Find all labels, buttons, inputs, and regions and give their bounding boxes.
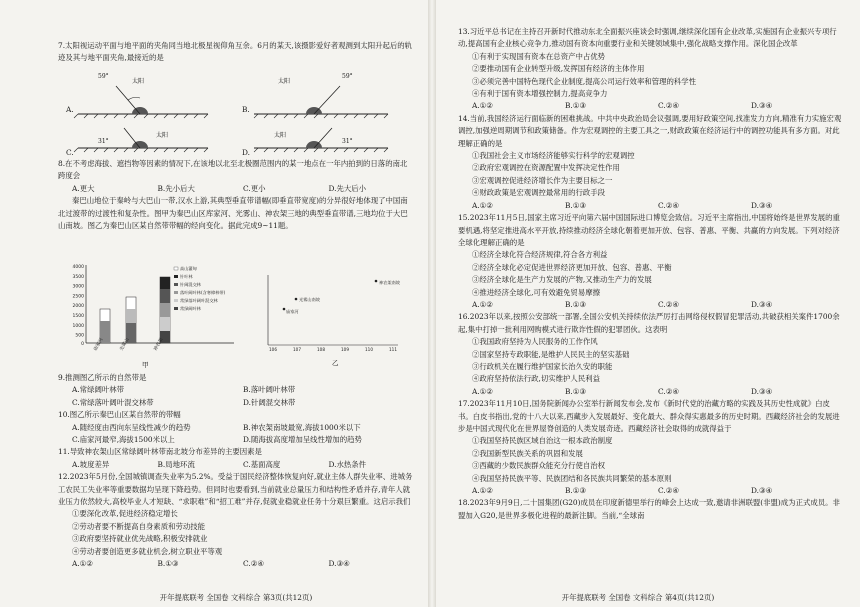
jia-ytick-4: 2000 xyxy=(72,304,84,310)
q11-option-c: C.基面高度 xyxy=(243,459,281,469)
q7-angle-b: 59° xyxy=(342,73,353,80)
q12-item-1: ①要深化改革,促进经济稳定增长 xyxy=(72,509,178,519)
left-page-footer: 开年提底联考 全国卷 文科综合 第3页(共12页) xyxy=(159,593,313,602)
left-page xyxy=(6,0,422,607)
q8-option-b: B.先小后大 xyxy=(157,183,195,193)
page-fold xyxy=(428,0,436,607)
q12-stem: 12.2023年5月份,全国城镇调查失业率为5.2%。受益于国民经济整体恢复向好,就业主体人群失业率、进城务工农民工失业率等重要数据均呈现下降趋势。但同时也要看到,当前就业总量压力和结构性矛盾并存,青年人就业压力依然较大,高校毕业人才短缺、“求职难”和“招工难”并存,促就业稳就业任务十分艰巨繁重。这启示我们 xyxy=(58,472,413,507)
q9-option-d: D.针阔混交林带 xyxy=(243,397,296,407)
legend-2: 针阔混交林 xyxy=(180,282,201,287)
q7-stem: 7.太阳视运动平面与地平面的夹角同当地北极星视仰角互余。6月的某天,该摄影爱好者观测到太阳升起后的轨迹及其与地平面夹角,最接近的是 xyxy=(58,41,413,63)
yi-point-guangwushan xyxy=(295,298,298,301)
q15-option-d: D.③④ xyxy=(751,299,773,309)
yi-xtick-2: 108 xyxy=(317,347,325,352)
q7-angle-d: 31° xyxy=(342,138,353,145)
q17-option-c: C.②④ xyxy=(658,486,679,496)
q7-option-b-diagram xyxy=(254,86,388,118)
q13-item-2: ②要推动国有企业转型升级,发挥国有经济的主体作用 xyxy=(472,64,645,74)
q14-option-a: A.①② xyxy=(472,200,493,210)
q7-option-d: D. xyxy=(242,148,251,157)
q16-item-2: ②国家坚持专政职能,是维护人民民主的坚实基础 xyxy=(472,349,630,359)
q15-item-2: ②经济全球化必定促进世界经济更加开放、包容、普惠、平衡 xyxy=(472,262,672,272)
q12-option-a: A.①② xyxy=(72,559,93,569)
legend-1: 针叶林 xyxy=(180,274,193,279)
q13-option-b: B.①③ xyxy=(565,101,587,111)
q17-item-4: ④我国坚持民族平等、民族团结和各民族共同繁荣的基本原则 xyxy=(472,473,672,483)
q10-stem: 10.图乙所示秦巴山区某自然带的带幅 xyxy=(58,410,181,420)
yi-xtick-0: 106 xyxy=(269,347,277,352)
jia-bar-label-2: 神农架 xyxy=(153,337,165,352)
q11-option-a: A.坡度差异 xyxy=(72,459,110,469)
jia-bar-miaojiahe xyxy=(100,309,110,343)
yi-xtick-5: 111 xyxy=(389,347,397,352)
q13-item-4: ④有利于国有资本增强控制力,提高竞争力 xyxy=(472,89,608,99)
q11-option-d: D.水热条件 xyxy=(328,459,367,469)
q9-option-b: B.落叶阔叶林带 xyxy=(243,385,296,395)
q8-options xyxy=(58,183,414,195)
jia-bar-label-0: 庙家河 xyxy=(93,337,105,352)
yi-xtick-4: 110 xyxy=(365,347,373,352)
q14-item-1: ①我国社会主义市场经济能够实行科学的宏观调控 xyxy=(472,151,635,161)
q10-option-b: B.神农架南坡最宽,海拔1000米以下 xyxy=(243,422,361,432)
jia-ytick-6: 1000 xyxy=(72,323,84,329)
q12-item-2: ②劳动者要不断提高自身素质和劳动技能 xyxy=(72,521,206,531)
q12-option-b: B.①③ xyxy=(157,559,179,569)
jia-ytick-7: 500 xyxy=(75,333,84,339)
yi-point-label-0: 神农架南坡 xyxy=(379,280,400,285)
q13-stem: 13.习近平总书记在主持召开新时代推动东北全面振兴座谈会时强调,继续深化国有企业改革,实施国有企业振兴专项行动,提高国有企业核心竞争力,推动国有资本向重要行业和关键领域集中,强化战略支撑作用。深化国企改革 xyxy=(458,27,837,49)
q14-item-2: ②政府宏观调控在资源配置中发挥决定性作用 xyxy=(472,163,620,173)
passage-9-11: 秦巴山地位于秦岭与大巴山一带,汉水上游,其典型垂直带谱幅(即垂直带宽度)的分异很好地体现了中国南北过渡带的过渡性和复杂性。图甲为秦巴山区库家河、光雾山、神农架三地的典型垂直带谱,三地均位于大巴山南坡。图乙为秦巴山区某自然带带幅的经向变化。据此完成9~11题。 xyxy=(58,196,408,231)
jia-ytick-3: 2500 xyxy=(72,294,84,300)
q18-stem: 18.2023年9月9日,二十国集团(G20)成员在印度新德里举行的峰会上达成一致,邀请非洲联盟(非盟)成为正式成员。非盟加入G20,是世界多极化进程的最新注脚。当前,“全球南 xyxy=(458,498,840,520)
right-page xyxy=(440,0,856,607)
q12-item-4: ④劳动者要创造更多就业机会,树立职业平等观 xyxy=(72,546,223,556)
q9-stem: 9.推测图乙所示的自然带是 xyxy=(58,373,147,382)
q7-sun-b: 太阳 xyxy=(278,78,291,85)
q12-option-d: D.③④ xyxy=(328,559,350,569)
q7-option-a: A. xyxy=(66,105,74,114)
jia-ytick-0: 4000 xyxy=(72,265,84,270)
jia-bar-label-1: 光雾山 xyxy=(119,337,131,352)
right-page-footer: 开年提底联考 全国卷 文科综合 第4页(共12页) xyxy=(561,593,715,602)
q7-angle-c: 31° xyxy=(98,138,109,145)
q8-option-a: A.更大 xyxy=(72,183,95,193)
q7-sun-a: 太阳 xyxy=(132,78,145,85)
jia-bar-shennongjia xyxy=(160,277,170,343)
yi-point-label-1: 光雾山南坡 xyxy=(299,297,320,302)
q7-option-b: B. xyxy=(242,105,250,114)
q15-item-3: ③经济全球化是生产力发展的产物,又推动生产力的发展 xyxy=(472,275,652,285)
q17-option-b: B.①③ xyxy=(565,486,587,496)
legend-0: 高山灌甸 xyxy=(180,266,197,271)
q17-stem: 17.2023年11月10日,国务院新闻办公室举行新闻发布会,发布《新时代党的治藏方略的实践及其历史性成就》白皮书。白皮书指出,党的十八大以来,西藏步入发展最好、变化最大、群众得实惠最多的历史时期。西藏经济社会的发展进步是中国式现代化在世界屋脊创造的人类发展奇迹。西藏经济社会取得的成就得益于 xyxy=(458,399,840,433)
q7-angle-a: 59° xyxy=(98,73,109,80)
q13-option-a: A.①② xyxy=(472,101,493,111)
q16-stem: 16.2023年以来,按照公安部统一部署,全国公安机关持续依法严厉打击网络侵权假冒犯罪活动,共破获相关案件1700余起,集中打掉一批利用网购模式进行欺诈性假的犯罪团伙。这表明 xyxy=(458,312,840,334)
q10-option-d: D.随海拔高度增加呈线性增加的趋势 xyxy=(243,435,362,445)
q7-option-a-diagram xyxy=(74,86,208,118)
q11-option-b: B.局地环流 xyxy=(157,459,195,469)
q14-option-b: B.①③ xyxy=(565,200,587,210)
yi-xtick-3: 109 xyxy=(341,347,349,352)
q16-option-a: A.①② xyxy=(472,386,493,396)
q15-option-c: C.②④ xyxy=(658,299,679,309)
q9-option-a: A.常绿阔叶林带 xyxy=(72,385,125,395)
jia-label: 甲 xyxy=(142,361,149,369)
jia-ytick-1: 3500 xyxy=(72,274,84,280)
legend-4: 常绿落叶阔叶混交林 xyxy=(180,298,218,303)
jia-bar-guangwushan xyxy=(126,297,136,343)
jia-ytick-5: 1500 xyxy=(72,314,84,319)
q16-option-c: C.②④ xyxy=(658,386,679,396)
q14-stem: 14.当前,我国经济运行面临新的困难挑战。中共中央政治局会议强调,要用好政策空间,找准发力方向,精准有力实施宏观调控,加强逆周期调节和政策储备。作为宏观调控的主要工具之一,财政政策在经济运行中的调控功能具有多方面。对此理解正确的是 xyxy=(458,113,842,148)
q16-option-b: B.①③ xyxy=(565,386,587,396)
q14-item-3: ③宏观调控促进经济增长作为主要目标之一 xyxy=(472,175,613,185)
jia-ytick-2: 3000 xyxy=(72,284,84,290)
q7-diagrams-cd xyxy=(58,120,414,160)
yi-point-label-2: 庙家河 xyxy=(286,309,299,314)
q14-option-d: D.③④ xyxy=(751,200,773,210)
q17-item-3: ③西藏的少数民族群众能充分行使自治权 xyxy=(472,461,606,471)
q8-option-d: D.先大后小 xyxy=(328,183,367,193)
q17-item-1: ①我国坚持民族区域自治这一根本政治制度 xyxy=(472,436,613,446)
q13-option-c: C.②④ xyxy=(658,101,679,111)
q13-option-d: D.③④ xyxy=(751,101,773,111)
figure-jia-yi xyxy=(58,259,414,371)
q17-item-2: ②我国新型民族关系的巩固和发展 xyxy=(472,448,583,458)
q9-option-c: C.常绿落叶阔叶混交林带 xyxy=(72,397,154,407)
q17-option-d: D.③④ xyxy=(751,486,773,496)
q8-stem: 8.在不考虑海拔、遮挡物等因素的情况下,在该地以北至北极圈范围内的某一地点在一年内拍到的日落的南北跨度会 xyxy=(58,159,408,181)
yi-point-miaojiahe xyxy=(283,308,286,311)
q13-item-1: ①有利于实现国有资本在总资产中占优势 xyxy=(472,51,606,61)
yi-label: 乙 xyxy=(332,359,339,367)
q16-option-d: D.③④ xyxy=(751,386,773,396)
q15-option-b: B.①③ xyxy=(565,299,587,309)
q15-stem: 15.2023年11月5日,国家主席习近平向第六届中国国际进口博览会致信。习近平主席指出,中国将始终是世界发展的重要机遇,将坚定推进高水平开放,持续推动经济全球化朝着更加开放、包容、普惠、平衡、共赢的方向发展。下列对经济全球化理解正确的是 xyxy=(458,213,840,247)
q11-stem: 11.导致神农架山区常绿阔叶林带南北坡分布差异的主要因素是 xyxy=(58,447,262,457)
yi-xtick-1: 107 xyxy=(293,347,301,352)
legend-5: 常绿阔叶林 xyxy=(180,306,201,311)
q15-item-4: ④推进经济全球化,可有效避免贸易摩擦 xyxy=(472,287,600,297)
q10-option-c: C.庙家河最窄,海拔1500米以上 xyxy=(72,435,175,445)
q14-item-4: ④财政政策是宏观调控最常用的行政手段 xyxy=(472,188,606,198)
q17-option-a: A.①② xyxy=(472,486,493,496)
q7-sun-d: 太阳 xyxy=(274,132,287,139)
q16-item-3: ③行政机关在履行维护国家长治久安的职能 xyxy=(472,361,613,371)
jia-ytick-8: 0 xyxy=(81,342,84,347)
q7-sun-c: 太阳 xyxy=(156,132,169,139)
q15-item-1: ①经济全球化符合经济规律,符合各方利益 xyxy=(472,250,608,260)
q14-option-c: C.②④ xyxy=(658,200,679,210)
q8-option-c: C.更小 xyxy=(243,183,266,193)
q7-option-c: C. xyxy=(66,148,74,157)
q13-item-3: ③必须完善中国特色现代企业制度,提高公司运行效率和管理的科学性 xyxy=(472,76,697,86)
q12-option-c: C.②④ xyxy=(243,559,264,569)
legend-3: 落叶阔叶林(含寒樟林带) xyxy=(180,290,226,295)
q10-option-a: A.随经度由西向东呈线性减少的趋势 xyxy=(72,422,191,432)
q16-item-1: ①我国政府坚持为人民服务的工作作风 xyxy=(472,337,598,347)
yi-point-shennongjia xyxy=(375,280,378,283)
q16-item-4: ④政府坚持依法行政,切实维护人民利益 xyxy=(472,374,600,384)
q15-option-a: A.①② xyxy=(472,299,493,309)
q12-item-3: ③政府要坚持就业优先战略,积极安排就业 xyxy=(72,534,208,544)
